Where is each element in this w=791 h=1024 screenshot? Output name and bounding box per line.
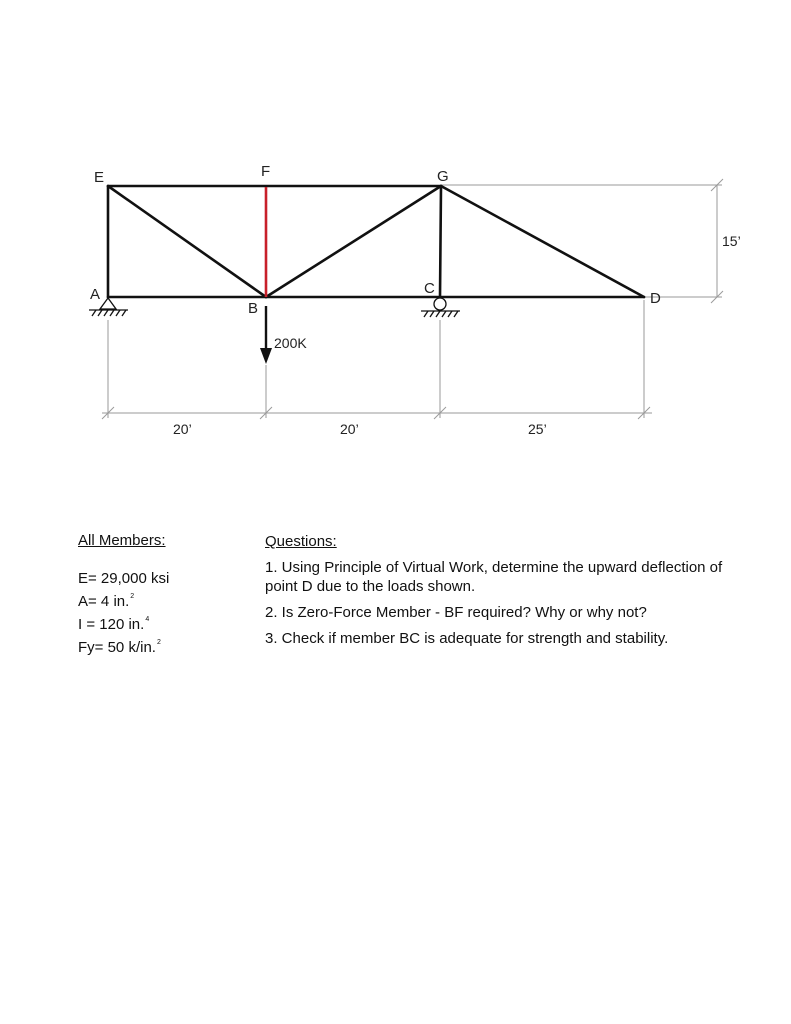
hatch-c3 bbox=[436, 311, 440, 317]
dimension-label-ab: 20’ bbox=[173, 421, 192, 437]
node-label-f: F bbox=[261, 163, 271, 180]
member-bg bbox=[266, 186, 441, 297]
property-e bbox=[78, 570, 248, 588]
node-label-d: D bbox=[650, 290, 661, 307]
property-a-exponent: 2 bbox=[130, 593, 135, 600]
property-i bbox=[78, 611, 248, 634]
hatch-c6 bbox=[454, 311, 458, 317]
property-fy-exponent: 2 bbox=[156, 639, 161, 646]
hatch-a5 bbox=[116, 310, 120, 316]
truss-members bbox=[108, 186, 644, 297]
hatch-a1 bbox=[92, 310, 96, 316]
property-fy-text: Fy= 50 k/in. bbox=[78, 639, 156, 656]
node-label-e: E bbox=[94, 169, 105, 186]
properties-heading: All Members: bbox=[78, 532, 166, 549]
dimension-lines bbox=[102, 179, 723, 419]
member-gc bbox=[440, 186, 441, 297]
hatch-c5 bbox=[448, 311, 452, 317]
member-properties bbox=[78, 532, 248, 657]
hatch-c2 bbox=[430, 311, 434, 317]
question-2: 2. Is Zero-Force Member - BF required? Why or why not? bbox=[265, 604, 647, 621]
member-gd bbox=[441, 186, 644, 297]
property-i-exponent: 4 bbox=[145, 616, 150, 623]
dimension-label-bc: 20’ bbox=[340, 421, 359, 437]
node-label-a: A bbox=[90, 286, 101, 303]
node-label-g: G bbox=[437, 168, 449, 185]
load-arrow-head bbox=[260, 348, 272, 364]
hatch-a4 bbox=[110, 310, 114, 316]
node-label-c: C bbox=[424, 280, 435, 297]
roller-support-c bbox=[421, 298, 460, 317]
property-a bbox=[78, 588, 248, 611]
point-load-b bbox=[260, 306, 272, 364]
property-a-text: A= 4 in. bbox=[78, 593, 130, 610]
roller-circle bbox=[434, 298, 446, 310]
node-label-b: B bbox=[248, 300, 259, 317]
hatch-a3 bbox=[104, 310, 108, 316]
hatch-a6 bbox=[122, 310, 126, 316]
truss-diagram bbox=[0, 0, 791, 500]
hatch-c1 bbox=[424, 311, 428, 317]
load-label: 200K bbox=[274, 335, 307, 351]
property-e-text: E= 29,000 ksi bbox=[78, 570, 170, 587]
dimension-label-cd: 25’ bbox=[528, 421, 547, 437]
member-eb bbox=[108, 186, 266, 297]
question-1: 1. Using Principle of Virtual Work, determine the upward deflection of point D due to the loads shown. bbox=[265, 559, 723, 595]
property-fy bbox=[78, 634, 248, 657]
pin-triangle bbox=[100, 298, 116, 309]
property-i-text: I = 120 in. bbox=[78, 616, 145, 633]
questions-section bbox=[265, 532, 735, 655]
question-3: 3. Check if member BC is adequate for strength and stability. bbox=[265, 630, 669, 647]
hatch-c4 bbox=[442, 311, 446, 317]
hatch-a2 bbox=[98, 310, 102, 316]
dimension-label-height: 15’ bbox=[722, 233, 741, 249]
questions-heading: Questions: bbox=[265, 533, 337, 550]
